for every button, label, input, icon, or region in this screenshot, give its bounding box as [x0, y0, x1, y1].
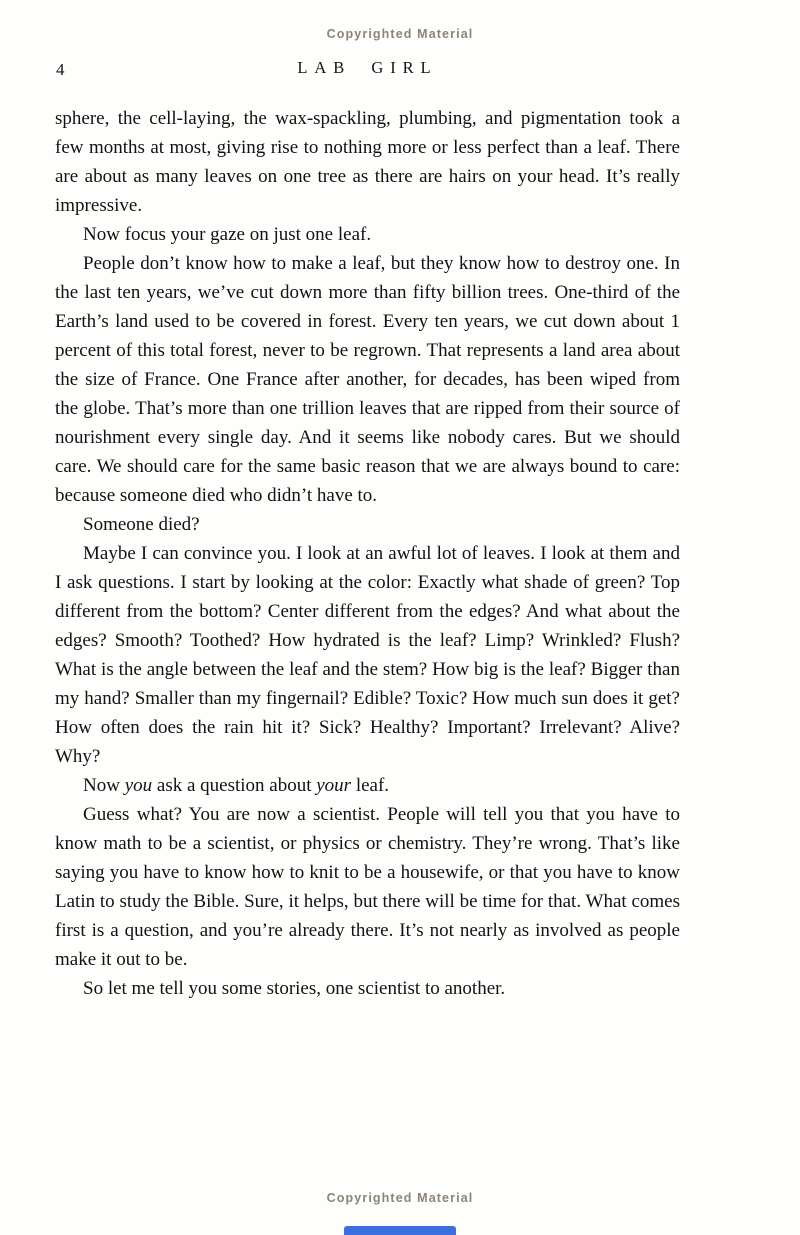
text-run: Maybe I can convince you. I look at an awful lot of leaves. I look at them and I ask questions. I start by looking at the color: Exactly what shade of green? Top different from the bottom? Center different from the edges? And what about the edges? Smooth? Toothed? How hydrated is the leaf? Limp? Wrinkled? Flush? What is the angle between the leaf and the stem? How big is the leaf? Bigger than my hand? Smaller than my fingernail? Edible? Toxic? How much sun does it get? How often does the rain hit it? Sick? Healthy? Important? Irrelevant? Alive? Why?	[55, 543, 680, 767]
paragraph	[55, 771, 680, 800]
text-run: People don’t know how to make a leaf, but they know how to destroy one. In the last ten years, we’ve cut down more than fifty billion trees. One-third of the Earth’s land used to be covered in forest. Every ten years, we cut down about 1 percent of this total forest, never to be regrown. That represents a land area about the size of France. One France after another, for decades, has been wiped from the globe. That’s more than one trillion leaves that are ripped from their source of nourishment every single day. And it seems like nobody cares. But we should care. We should care for the same basic reason that we are always bound to care: because someone died who didn’t have to.	[55, 253, 680, 506]
paragraph	[55, 510, 680, 539]
text-run: So let me tell you some stories, one scientist to another.	[83, 978, 506, 999]
paragraph	[55, 539, 680, 771]
paragraph	[55, 800, 680, 974]
paragraph	[55, 104, 680, 220]
text-run: ask a question about	[152, 775, 317, 796]
text-run: Now	[83, 775, 125, 796]
page-header	[55, 58, 680, 80]
copyright-notice-bottom: Copyrighted Material	[326, 1191, 474, 1205]
text-run: Someone died?	[83, 514, 200, 535]
paragraph	[55, 974, 680, 1003]
page-number: 4	[56, 60, 65, 79]
paragraph	[55, 220, 680, 249]
body-text	[55, 104, 680, 1003]
clipped-blue-bar	[344, 1226, 456, 1235]
italic-text-run: your	[316, 775, 352, 796]
italic-text-run: you	[124, 775, 153, 796]
copyright-notice-top: Copyrighted Material	[326, 27, 474, 41]
text-run: Guess what? You are now a scientist. People will tell you that you have to know math to be a scientist, or physics or chemistry. They’re wrong. That’s like saying you have to know how to knit to be a housewife, or that you have to know Latin to study the Bible. Sure, it helps, but there will be time for that. What comes first is a question, and you’re already there. It’s not nearly as involved as people make it out to be.	[55, 804, 680, 970]
text-run: Now focus your gaze on just one leaf.	[83, 224, 372, 245]
running-head: LAB GIRL	[297, 58, 438, 77]
paragraph	[55, 249, 680, 510]
text-run: sphere, the cell-laying, the wax-spackling, plumbing, and pigmentation took a few months at most, giving rise to nothing more or less perfect than a leaf. There are about as many leaves on one tree as there are hairs on your head. It’s really impressive.	[55, 108, 680, 216]
text-run: leaf.	[351, 775, 390, 796]
